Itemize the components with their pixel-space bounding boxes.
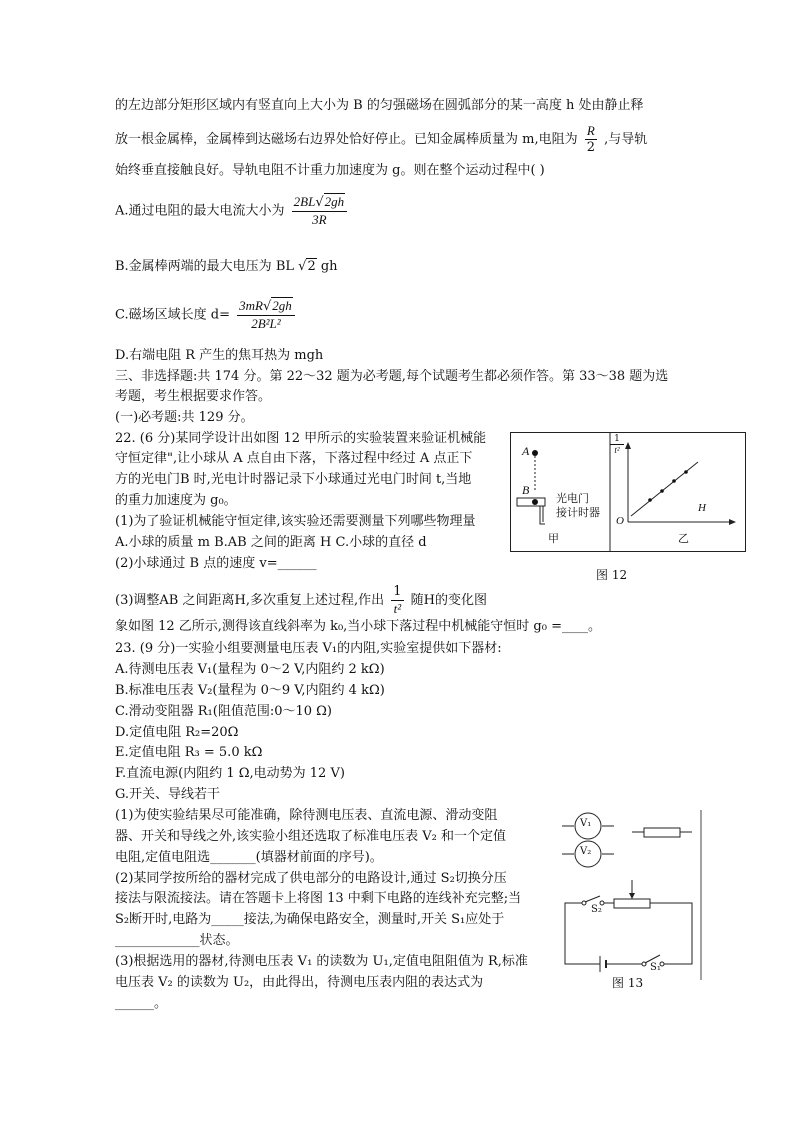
q23-option: E.定值电阻 R₃ = 5.0 kΩ	[115, 745, 263, 760]
numerator: 3mR√2gh	[237, 298, 295, 316]
q22-line: (2)小球通过 B 点的速度 v=______	[115, 556, 317, 571]
label-yi: 乙	[678, 532, 689, 545]
numerator: 1	[393, 584, 402, 599]
q22-line: 方的光电门B 时,光电计时器记录下小球通过光电门时间 t,当地	[115, 472, 472, 487]
sqrt-radicand: 2gh	[324, 194, 345, 209]
arrow-icon	[729, 519, 736, 525]
label-a: A	[522, 444, 530, 458]
label-y-axis	[610, 434, 624, 455]
switch-s2-icon	[585, 896, 600, 902]
arrow-icon	[625, 442, 631, 449]
fit-line	[631, 462, 698, 516]
option-text: B.金属棒两端的最大电压为 BL	[115, 259, 295, 274]
sqrt-radicand: 2gh	[272, 298, 292, 313]
arrow-icon	[629, 893, 635, 899]
figure-12-caption: 图 12	[596, 568, 628, 582]
q23-line: (2)某同学按所给的器材完成了供电部分的电路设计,通过 S₂切换分压	[115, 871, 507, 886]
q23-option: A.待测电压表 V₁(量程为 0～2 V,内阻约 2 kΩ)	[115, 662, 385, 677]
option-a	[115, 194, 350, 228]
q23-line: 接法与限流接法。请在答题卡上将图 13 中剩下电路的连线补充完整;当	[115, 891, 522, 906]
data-point	[672, 479, 676, 483]
section-heading: 三、非选择题:共 174 分。第 22～32 题为必考题,每个试题考生都必须作答。第 33～38 题为选	[115, 369, 669, 384]
q23-line: 23. (9 分)一实验小组要测量电压表 V₁的内阻,实验室提供如下器材:	[115, 641, 502, 656]
q22-line: (1)为了验证机械能守恒定律,该实验还需要测量下列哪些物理量	[115, 514, 476, 529]
label-photogate: 光电门	[556, 492, 589, 505]
text-line	[115, 123, 647, 156]
text-line: 的左边部分矩形区域内有竖直向上大小为 B 的匀强磁场在圆弧部分的某一高度 h 处由静止释	[115, 98, 644, 113]
fraction-one-over-t2	[391, 584, 403, 617]
q23-option: D.定值电阻 R₂=20Ω	[115, 725, 239, 740]
fraction-length	[237, 298, 295, 332]
label-v1: V₁	[580, 818, 592, 829]
q22-line: 22. (6 分)某同学设计出如图 12 甲所示的实验装置来验证机械能	[115, 431, 487, 446]
q22-line	[115, 584, 487, 617]
sqrt-radicand: 2	[307, 259, 316, 274]
q23-line: 电阻,定值电阻选_______(填器材前面的序号)。	[115, 850, 383, 865]
q23-line: ______。	[115, 996, 168, 1011]
denominator: t²	[393, 601, 402, 616]
label-s1: S₁	[650, 962, 661, 973]
text-span: (3)调整AB 之间距离H,多次重复上述过程,作出	[115, 593, 385, 608]
y-axis-numerator: 1	[610, 434, 624, 445]
fraction-max-current	[292, 194, 347, 228]
option-text: C.磁场区域长度 d=	[115, 307, 230, 323]
label-jia: 甲	[548, 532, 559, 545]
figure-13-caption: 图 13	[612, 976, 644, 990]
text-span: ,与导轨	[604, 132, 648, 147]
numerator: R	[585, 123, 597, 140]
q23-option: F.直流电源(内阻约 1 Ω,电动势为 12 V)	[115, 766, 345, 781]
denominator: 2	[586, 140, 596, 155]
q23-line: (3)根据选用的器材,待测电压表 V₁ 的读数为 U₁,定值电阻阻值为 R,标准	[115, 954, 528, 969]
data-point	[660, 489, 664, 493]
figure-13	[560, 810, 705, 980]
label-v2: V₂	[580, 846, 592, 857]
q22-line: 象如图 12 乙所示,测得该直线斜率为 k₀,当小球下落过程中机械能守恒时 g₀ =____。	[115, 619, 601, 634]
sub-heading: (一)必考题:共 129 分。	[115, 410, 254, 425]
photogate-icon	[517, 498, 545, 506]
fraction-r-over-2	[585, 123, 597, 156]
y-axis-denominator: t²	[614, 445, 620, 455]
q23-line: S₂断开时,电路为_____接法,为确保电路安全，测量时,开关 S₁应处于	[115, 912, 505, 927]
resistor-icon	[644, 828, 680, 837]
option-c	[115, 298, 298, 332]
denominator: 2B²L²	[251, 316, 281, 331]
numerator: 2BL√2gh	[292, 194, 347, 212]
math-text: 3mR	[239, 298, 263, 313]
q22-line: 的重力加速度为 g₀。	[115, 493, 237, 508]
q22-line: A.小球的质量 m B.AB 之间的距离 H C.小球的直径 d	[115, 535, 427, 550]
figure-12	[510, 432, 746, 552]
label-b: B	[522, 483, 530, 497]
ball-icon	[532, 499, 538, 505]
text-line: 考题，考生根据要求作答。	[115, 389, 272, 404]
data-point	[684, 470, 688, 474]
text-span: 随H的变化图	[410, 593, 487, 608]
option-text: A.通过电阻的最大电流大小为	[115, 203, 285, 219]
q23-option: B.标准电压表 V₂(量程为 0～9 V,内阻约 4 kΩ)	[115, 683, 385, 698]
q22-line: 守恒定律",让小球从 A 点自由下落，下落过程中经过 A 点正下	[115, 451, 473, 466]
option-text: gh	[320, 259, 338, 274]
wire	[650, 903, 692, 964]
label-s2: S₂	[591, 904, 602, 915]
label-origin: O	[616, 515, 624, 527]
option-d: D.右端电阻 R 产生的焦耳热为 mgh	[115, 348, 324, 363]
text-span: 放一根金属棒，金属棒到达磁场右边界处恰好停止。已知金属棒质量为 m,电阻为	[115, 132, 578, 147]
denominator: 3R	[312, 212, 327, 227]
q23-line: _____________状态。	[115, 933, 239, 948]
ball-icon	[532, 450, 538, 456]
q23-line: (1)为使实验结果尽可能准确，除待测电压表、直流电源、滑动变阻	[115, 808, 498, 823]
q23-option: C.滑动变阻器 R₁(阻值范围:0～10 Ω)	[115, 704, 332, 719]
math-text: 2BL	[293, 194, 316, 209]
text-line: 始终垂直接触良好。导轨电阻不计重力加速度为 g。则在整个运动过程中( )	[115, 163, 545, 178]
q23-option: G.开关、导线若干	[115, 787, 221, 802]
option-b: B.金属棒两端的最大电压为 BL √2 gh	[115, 259, 338, 274]
q23-line: 器、开关和导线之外,该实验小组还选取了标准电压表 V₂ 和一个定值	[115, 829, 506, 844]
q23-line: 电压表 V₂ 的读数为 U₂，由此得出，待测电压表内阻的表达式为	[115, 975, 484, 990]
label-h-axis: H	[698, 502, 706, 514]
rheostat-icon	[614, 899, 650, 908]
label-timer: 接计时器	[556, 506, 600, 519]
data-point	[648, 498, 652, 502]
